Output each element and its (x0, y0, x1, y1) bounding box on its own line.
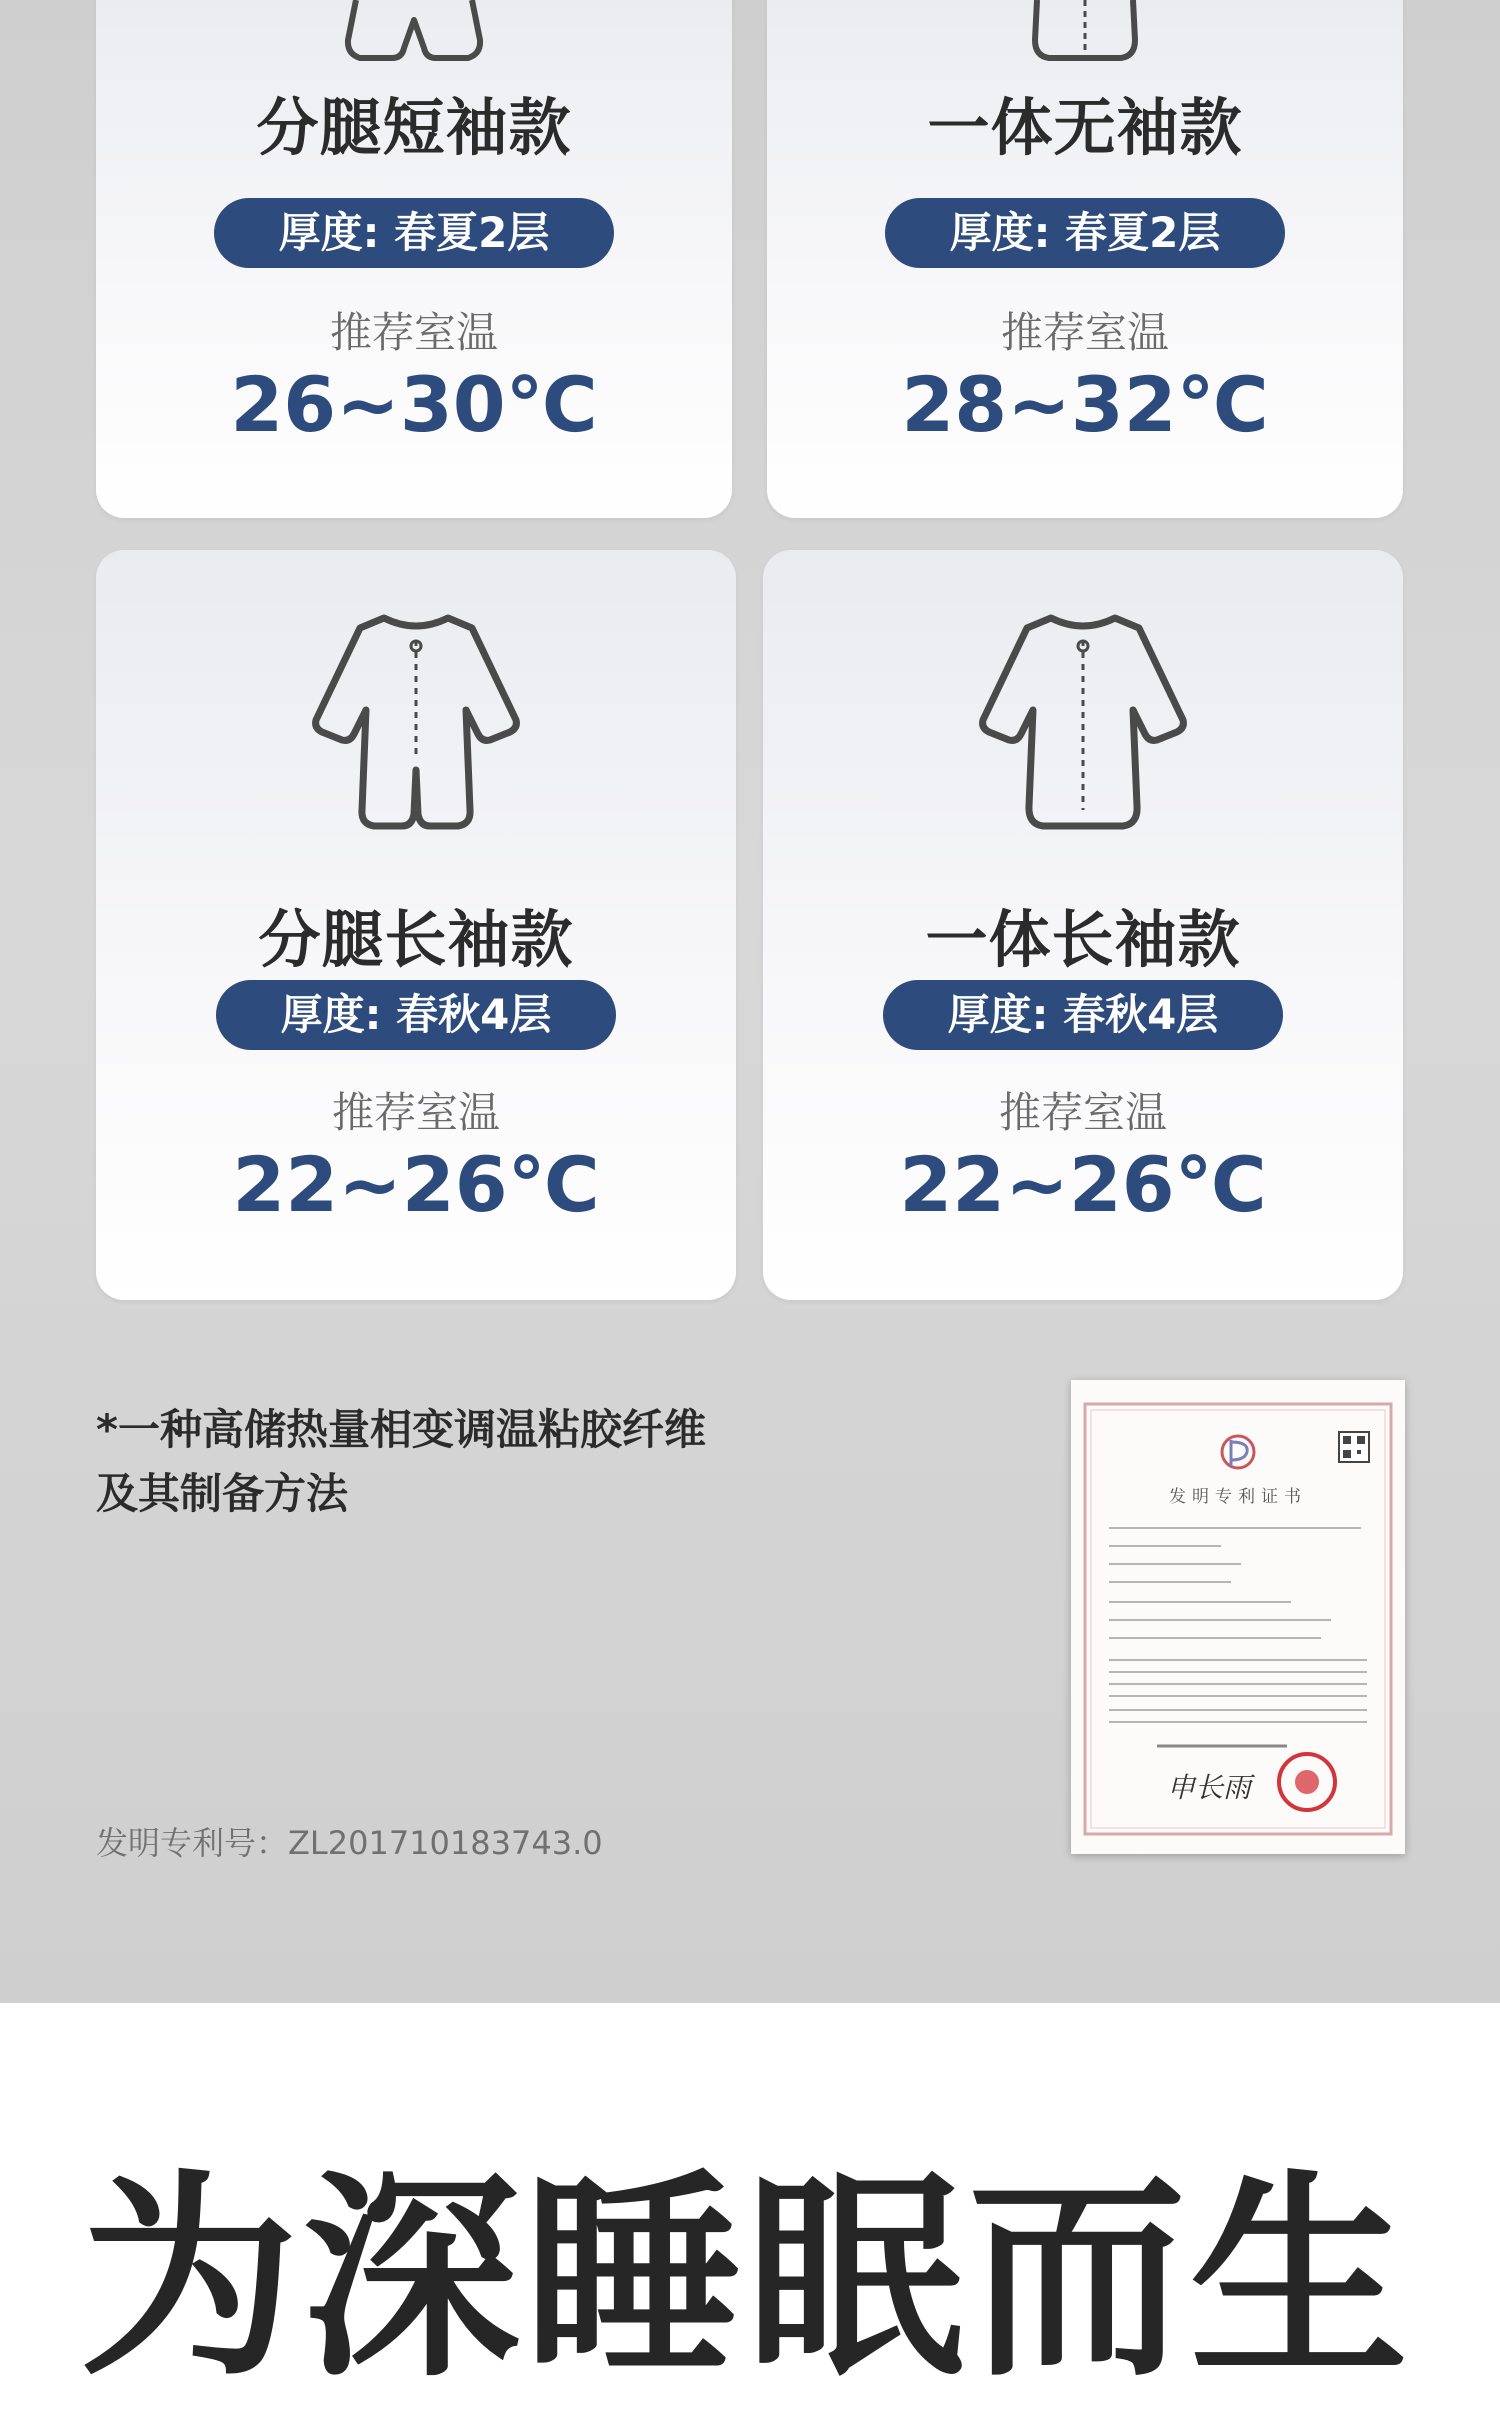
style-card-sleeveless-sack (767, 0, 1403, 518)
style-card-long-sleeve-sack (763, 550, 1403, 1300)
recommended-temp-label: 推荐室温 (998, 1088, 1167, 1137)
short-sleeve-romper-icon (334, 0, 494, 90)
style-name: 分腿长袖款 (258, 903, 574, 976)
patent-certificate-image (1071, 1380, 1405, 1854)
thickness-badge: 厚度: 春夏2层 (214, 198, 614, 268)
style-name: 一体无袖款 (927, 91, 1243, 164)
sleeveless-sleep-sack-icon (1025, 0, 1145, 90)
recommended-temp-value: 28~32℃ (901, 360, 1269, 449)
recommended-temp-value: 22~26℃ (232, 1140, 600, 1229)
style-name: 分腿短袖款 (256, 91, 572, 164)
patent-description-line: *一种高储热量相变调温粘胶纤维 (96, 1405, 706, 1454)
recommended-temp-label: 推荐室温 (329, 308, 498, 357)
patent-number: 发明专利号：ZL201710183743.0 (96, 1824, 603, 1862)
recommended-temp-label: 推荐室温 (331, 1088, 500, 1137)
thickness-badge: 厚度: 春秋4层 (883, 980, 1283, 1050)
certificate-title: 发明专利证书 (1169, 1487, 1307, 1507)
patent-description (96, 1398, 856, 1526)
slogan-heading: 为深睡眠而生 (80, 2153, 1412, 2406)
certificate-signature: 申长雨 (1167, 1771, 1252, 1804)
recommended-temp-value: 22~26℃ (899, 1140, 1267, 1229)
patent-description-line: 及其制备方法 (96, 1469, 349, 1518)
thickness-badge: 厚度: 春夏2层 (885, 198, 1285, 268)
style-name: 一体长袖款 (925, 903, 1241, 976)
style-card-short-sleeve-romper (96, 0, 732, 518)
long-sleeve-romper-icon (306, 610, 526, 840)
style-card-long-sleeve-romper (96, 550, 736, 1300)
recommended-temp-value: 26~30℃ (230, 360, 598, 449)
thickness-badge: 厚度: 春秋4层 (216, 980, 616, 1050)
long-sleeve-sleep-sack-icon (973, 610, 1193, 840)
recommended-temp-label: 推荐室温 (1000, 308, 1169, 357)
